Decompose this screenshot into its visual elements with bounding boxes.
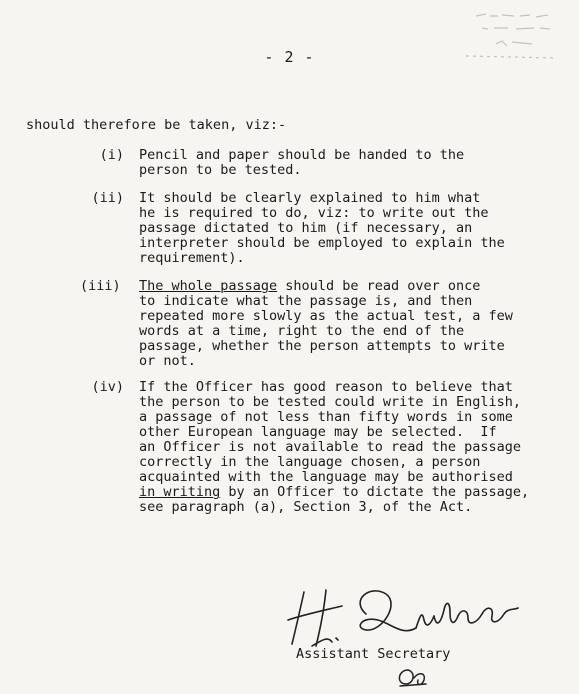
item-line: Pencil and paper should be handed to the	[139, 147, 465, 163]
handwritten-signature	[282, 580, 532, 650]
item-line: should be read over once	[277, 278, 481, 294]
item-line: requirement).	[139, 250, 245, 266]
item-line: interpreter should be employed to explain the	[139, 235, 505, 251]
item-line: the person to be tested could write in English,	[139, 394, 522, 410]
item-line: passage dictated to him (if necessary, an	[139, 220, 473, 236]
item-line: or not.	[139, 353, 196, 369]
item-line: If the Officer has good reason to believe that	[139, 379, 513, 395]
item-line: It should be clearly explained to him what	[139, 190, 481, 206]
item-line: by an Officer to dictate the passage,	[220, 484, 530, 500]
item-line: correctly in the language chosen, a person	[139, 454, 481, 470]
handwritten-initials	[394, 664, 432, 690]
signatory-title: Assistant Secretary	[296, 646, 451, 662]
underlined-phrase: The whole passage	[139, 278, 278, 294]
item-numeral: (iii)	[80, 278, 121, 294]
item-line: words at a time, right to the end of the	[139, 323, 465, 339]
page-number: - 2 -	[264, 48, 315, 66]
item-line: passage, whether the person attempts to write	[139, 338, 505, 354]
item-line: he is required to do, viz: to write out the	[139, 205, 489, 221]
item-line: a passage of not less than fifty words in some	[139, 409, 513, 425]
item-line: see paragraph (a), Section 3, of the Act.	[139, 499, 473, 515]
item-numeral: (iv)	[91, 379, 124, 395]
underlined-phrase: in writing	[139, 484, 221, 500]
item-numeral: (i)	[99, 147, 124, 163]
item-line: acquainted with the language may be authorised	[139, 469, 513, 485]
item-numeral: (ii)	[91, 190, 124, 206]
intro-text: should therefore be taken, viz:-	[26, 117, 287, 133]
item-line: to indicate what the passage is, and then	[139, 293, 473, 309]
item-line: repeated more slowly as the actual test, a few	[139, 308, 513, 324]
item-line: an Officer is not available to read the passage	[139, 439, 522, 455]
item-line: other European language may be selected. If	[139, 424, 497, 440]
item-line: person to be tested.	[139, 162, 302, 178]
